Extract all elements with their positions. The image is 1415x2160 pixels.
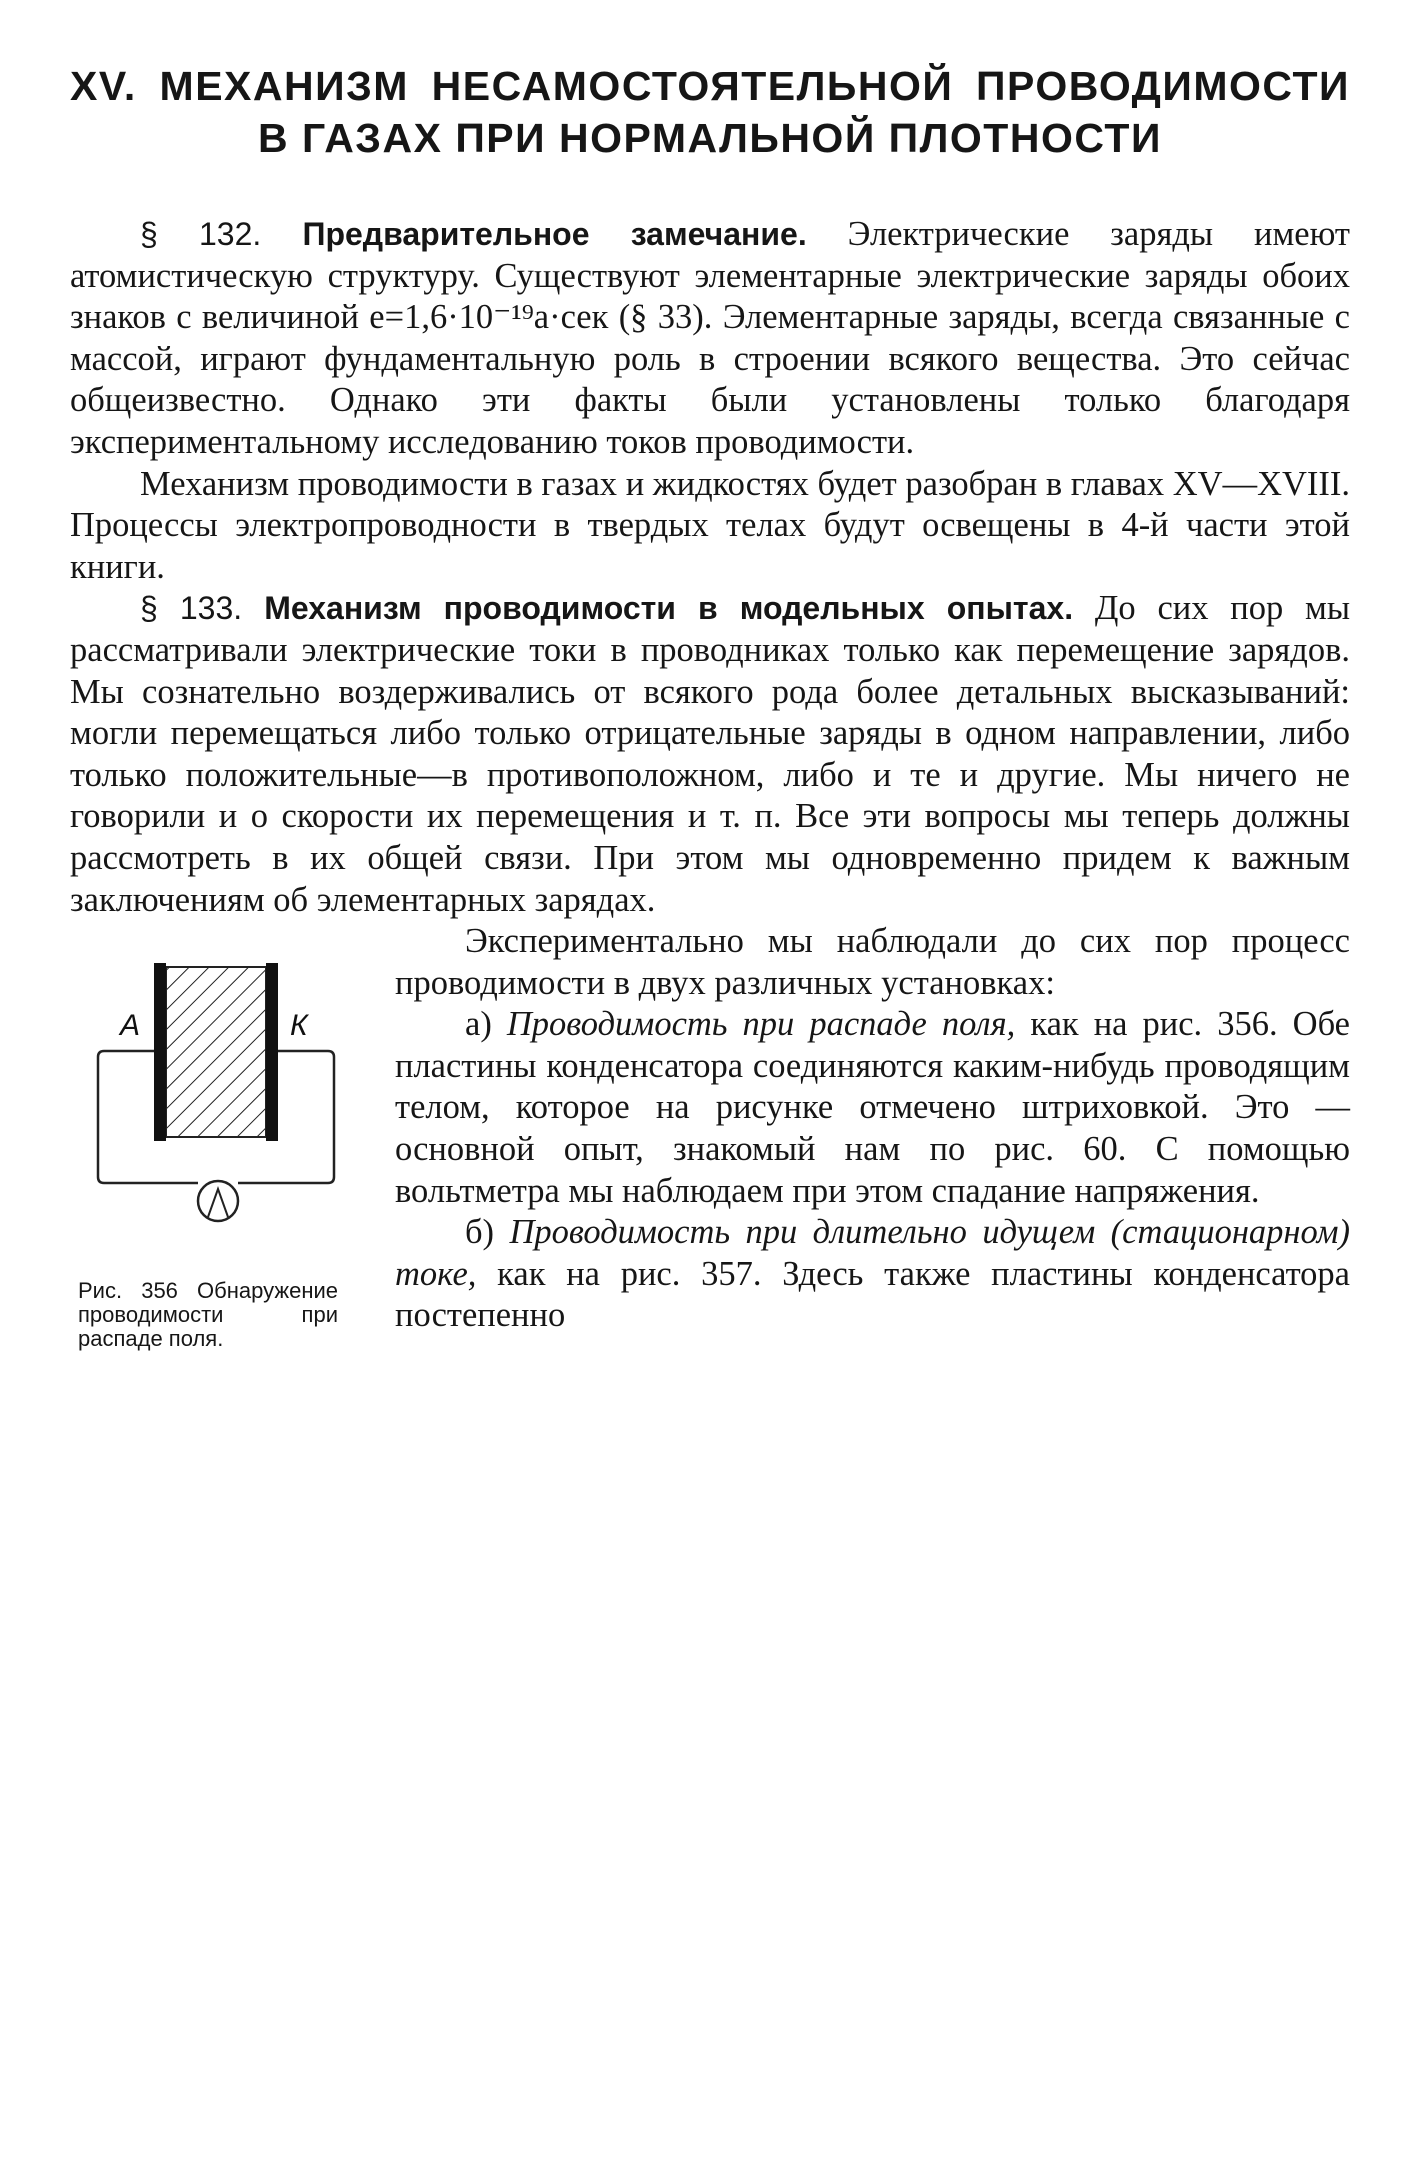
item-a-title: Проводимость при распаде поля, xyxy=(506,1005,1016,1044)
item-b-title: Проводимость при длительно идущем (стационарном) токе, xyxy=(395,1213,1350,1293)
section-132-text: Электрические заряды имеют атомистическую структуру. Существуют элементарные электрические заряды обоих знаков с величиной e=1,6·10⁻¹⁹a·сек (§ 33). Элементарные заряды, всегда связанные с массой, играют фундаментальную роль в строении всякого вещества. Это сейчас общеизвестно. Однако эти факты были установлены только благодаря экспериментальному исследованию токов проводимости. xyxy=(70,215,1351,461)
page xyxy=(70,60,1350,1477)
capacitor-plate-k xyxy=(266,963,278,1141)
chapter-title-line-1: XV. МЕХАНИЗМ НЕСАМОСТОЯТЕЛЬНОЙ ПРОВОДИМОСТИ xyxy=(70,63,1350,109)
item-a-marker: а) xyxy=(465,1005,492,1044)
figure-caption: Рис. 356 Обнаружение проводимости при распаде поля. xyxy=(78,1278,338,1352)
section-132-title: Предварительное замечание. xyxy=(302,216,807,252)
item-a-text: как на рис. 356. Обе пластины конденсатора соединяются каким-нибудь проводящим телом, которое на рисунке отмечено штриховкой. Это — основной опыт, знакомый нам по рис. 60. С помощью вольтметра мы наблюдаем при этом спадание напряжения. xyxy=(395,1005,1350,1210)
section-133-number: § 133. xyxy=(140,590,243,627)
section-133-title: Механизм проводимости в модельных опытах. xyxy=(264,590,1074,627)
text-body xyxy=(70,214,1351,1352)
paragraph-chapters: Механизм проводимости в газах и жидкостях будет разобран в главах XV—XVIII. Процессы электропроводности в твердых телах будут освещены в 4-й части этой книги. xyxy=(70,464,1350,586)
capacitor-plate-a xyxy=(154,963,166,1141)
item-b-marker: б) xyxy=(465,1213,495,1252)
capacitor-circuit-diagram xyxy=(90,927,350,1257)
section-133-heading xyxy=(140,590,1073,626)
section-133-paragraph xyxy=(70,588,1350,921)
conductor-hatched-body xyxy=(166,967,266,1137)
section-132-paragraph xyxy=(70,214,1350,464)
item-b-text: как на рис. 357. Здесь также пластины конденсатора постепенно xyxy=(395,1254,1350,1335)
section-132-number: § 132. xyxy=(140,216,262,252)
section-132-heading xyxy=(140,216,807,252)
chapter-title-line-2: В ГАЗАХ ПРИ НОРМАЛЬНОЙ ПЛОТНОСТИ xyxy=(258,115,1162,161)
section-133-text: До сих пор мы рассматривали электрические токи в проводниках только как перемещение зарядов. Мы сознательно воздерживались от всякого рода более детальных высказываний: могли перемещаться либо только отрицательные заряды в одном направлении, либо только положительные—в противоположном, либо и те и другие. Мы ничего не говорили и о скорости их перемещения и т. п. Все эти вопросы мы теперь должны рассмотреть в их общей связи. При этом мы одновременно придем к важным заключениям об элементарных зарядах. xyxy=(70,589,1351,919)
figure-356 xyxy=(70,927,370,1477)
paragraph-experiments: Экспериментально мы наблюдали до сих пор процесс проводимости в двух различных установках: xyxy=(395,922,1350,1002)
label-k: К xyxy=(290,1009,308,1043)
label-a: А xyxy=(120,1009,141,1043)
chapter-title xyxy=(70,60,1350,164)
